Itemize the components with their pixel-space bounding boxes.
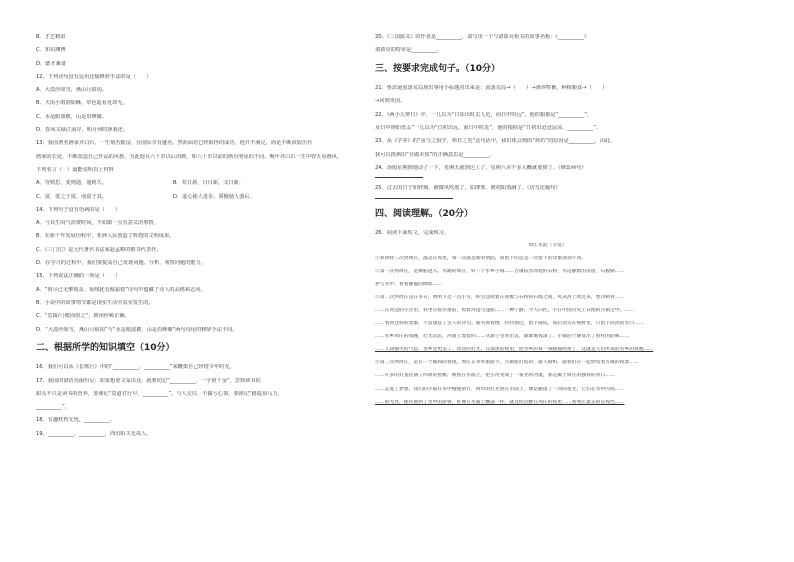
question-19: 19、__________，__________，西出阳关无故人。: [36, 430, 152, 437]
question-18: 18、有趣枕枕无忧，__________。: [36, 417, 116, 424]
q12-option-d: D．春风又绿江南岸，明月何时照我还。: [36, 127, 129, 134]
option-line: C．知识渊博: [36, 47, 66, 54]
q15-option-b: B．小说中的故事情节都是现实生活中真实发生的。: [36, 299, 154, 306]
question-26: 26、阅读下面短文，完成练习。: [375, 229, 450, 236]
q13-option-d: D．虚心使人进步，骄傲使人落后。: [173, 193, 255, 200]
section-2-heading: 二、根据所学的知识填空（10分）: [36, 343, 175, 354]
q14-option-c: C．《三门记》是元代著名书法家赵孟頫的楷书代表作。: [36, 246, 162, 253]
passage-paragraph: ……走进了梦想。我们的小船在水中慢慢滑行，两岸的灯光照在水面上，像是撒落了一河的星光，它们在水中闪烁……: [375, 386, 625, 392]
question-22-line: 及日中则如盘盂”一儿以为“日初出远，而日中时近”，他的根据是“日初出沧沧凉凉，__________”。: [375, 124, 602, 131]
question-17-line: 17、我国的谚语亮丽纷呈：如果想要文采出众，就要切记“__________，一字值千金”，尝到读书的: [36, 377, 261, 384]
q15-option-a: A．“荷尽已无擎雨盖，菊残犹有傲霜枝”诗句中蕴藏了诗人的品格和志向。: [36, 286, 206, 293]
question-25: 25、过去的日子如轻烟，被微风吹散了，如薄雾，被初阳蒸融了。（仿写比喻句）: [375, 185, 561, 192]
question-12-stem: 12、下列诗句没有运用比喻修辞手法的是（ ）: [36, 73, 152, 80]
passage-paragraph: ②第一次到周庄，是乘船进入。水路的周庄，好一个水乡小镇……古镇依水而建的石桥，水边静默的房屋、石板路……: [375, 269, 625, 275]
question-20-line: 20、《三国演义》的作者是__________，请写出一个与诸葛亮相关的故事名称：《__________》: [375, 34, 590, 40]
q13-option-b: B．苟日新，日日新，又日新。: [173, 180, 244, 187]
question-20-line: 诸葛亮的特征是__________。: [375, 47, 443, 54]
passage-underlined-sentence: ……人间烟火的气息，水乡里更美了。淡淡的灯光，在漆黑的夜里，把水乡的每一条路都照亮了，这就是人们所说的水乡的夜晚……: [375, 347, 654, 353]
right-column: [375, 34, 720, 406]
question-21-line: →回到英国。: [375, 98, 406, 105]
reading-passage: [375, 243, 720, 406]
question-23-line: 我可以推测出“自做未知”的正确意思是__________。: [375, 151, 495, 158]
q15-option-c: C．“思援/弓缴而射之”，朗读停顿正确。: [36, 313, 130, 320]
q14-option-b: B．在新干年发展历程中，亚洲人民创造了辉煌的文明成果。: [36, 233, 175, 240]
question-24: 24、汤姆星期到地动了一下，星期五就到达上了，星期六差不多大概就要到了。（修改病句）: [375, 164, 587, 171]
passage-paragraph: 梦与水中，看着静谧的倒影……: [375, 282, 443, 288]
option-line: D．德才兼备: [36, 60, 66, 67]
q12-option-b: B．天街小雨润如酥，草色遥看近却无。: [36, 100, 128, 107]
q13-option-a: A．穷则思，变则通，通则久。: [36, 180, 107, 187]
passage-paragraph: ……水乡周庄的夜晚，灯光沉沉，河面上漂着的……从窗子里看出去，渐渐地夜深了，小镇的宁静显出了别样的韵味……: [375, 334, 630, 340]
question-13-line: 13、我国著名画家齐白石，一生刻苦勤奋，在国际享有盛名。然而面对已经取得的成功，他并不满足，而是不断汲取历代: [36, 140, 313, 147]
left-column: [36, 34, 356, 437]
section-4-heading: 四、阅读理解。（20分）: [375, 208, 474, 219]
answer-blank: [375, 192, 453, 199]
passage-paragraph: ①我曾经三次到周庄，都是在夜里，每一次都是新的情韵，而留下的总是一次留下的印象深刻不同。: [375, 256, 587, 262]
q14-option-d: D．在学习的过程中，我们要提高自己发现问题、分析、观察问题的能力。: [36, 260, 206, 267]
question-17-line: __________”。: [36, 404, 70, 411]
q13-option-c: C．富，欲之于富，而富于其。: [36, 193, 108, 200]
question-13-line: 下列名言（ ）最能说明以上材料: [36, 166, 114, 173]
passage-paragraph: ……在河边的小店里，我坐在临水窗前，看着河边乌篷船……一种宁静，令人向往，不在中国历史上其他的古镇之中。……: [375, 308, 635, 314]
answer-blank: [375, 171, 423, 178]
passage-paragraph: ④第三次到周庄，是在一个暖和的春夜。周庄正举办旅游节，古镇张灯结彩，游人如织，游客们在一起欣赏着古镇的夜景……: [375, 360, 639, 366]
q12-option-a: A．大漠沙如雪，燕山月似钩。: [36, 87, 107, 94]
passage-paragraph: ……许多的灯笼挂满了四周的屋檐，映照在水面上，把小河变成了一条光的河流，那是属于周庄的独特的春日……: [375, 373, 615, 379]
passage-title: 周庄水韵（节选）: [528, 243, 567, 249]
section-3-heading: 三、按要求完成句子。（10分）: [375, 63, 501, 74]
question-15-stem: 15、下列说法正确的一项是（ ）: [36, 273, 121, 280]
question-16: 16、我们可以从《长歌行》中的“__________，__________”来鞭策自己珍惜少年时光。: [36, 364, 235, 371]
question-23-line: 23、从《学弈》的“虽与之俱学，弗若之矣”这句话中，我们体会到的“弗若”的原因是__________，由此，: [375, 138, 616, 145]
passage-paragraph: ……看到这样的景象，不禁想起了古人的诗句。船夫摇着橹，轻轻划过，留下波纹，而后消失在视野里，只留下淡淡的水汽……: [375, 321, 644, 327]
question-17-line: 甜头不只是读书的营养，要谨记“莫道君行早，__________”。与人交往，不做亏心事，要铭记“路遥知马力，: [36, 390, 283, 397]
question-22-line: 22、《两小儿辩日》中，一儿以为“日始出时去人近，而日中时远”，他的根据是“__________”，: [375, 111, 593, 118]
q15-option-d: D．“大漠沙如雪，燕山月似钩”与“水是眼波横，山是眉峰聚”两句诗用的修辞手法不同。: [36, 326, 238, 333]
passage-paragraph: ③第二次到周庄是在冬日，明明下过一点小雪，积雪还附着在屋檐与石桥的石缝之间，风从河上吹过来，寒冷刺骨……: [375, 295, 625, 301]
question-13-line: 画家的长处，不断改造自己作品的风格，为此他在六十岁以后的画，和六十岁以前的画有明显的不同。晚年齐白石一生中曾五易画风。: [36, 153, 343, 160]
question-14-stem: 14、下列句子没有语病的是（ ）: [36, 206, 121, 213]
option-line: B．才艺精湛: [36, 34, 66, 40]
q14-option-a: A．与其生闷气消费时间，不如做一点有意义的事情。: [36, 220, 159, 227]
question-21-line: 21、鲁滨逊流落荒岛现出事用小标题对出来是：流落荒岛→（ ）→驯养牲畜、种植粮食→（ ）: [375, 85, 608, 92]
q12-option-c: C．水是眼波横，山是眉峰聚。: [36, 113, 108, 120]
passage-underlined-sentence: ……的光亮，使你感到了水中的影射，好像在水面上飘荡一样，就这样沉醉在周庄的夜里……看周庄最美的是夜色……: [375, 399, 625, 405]
